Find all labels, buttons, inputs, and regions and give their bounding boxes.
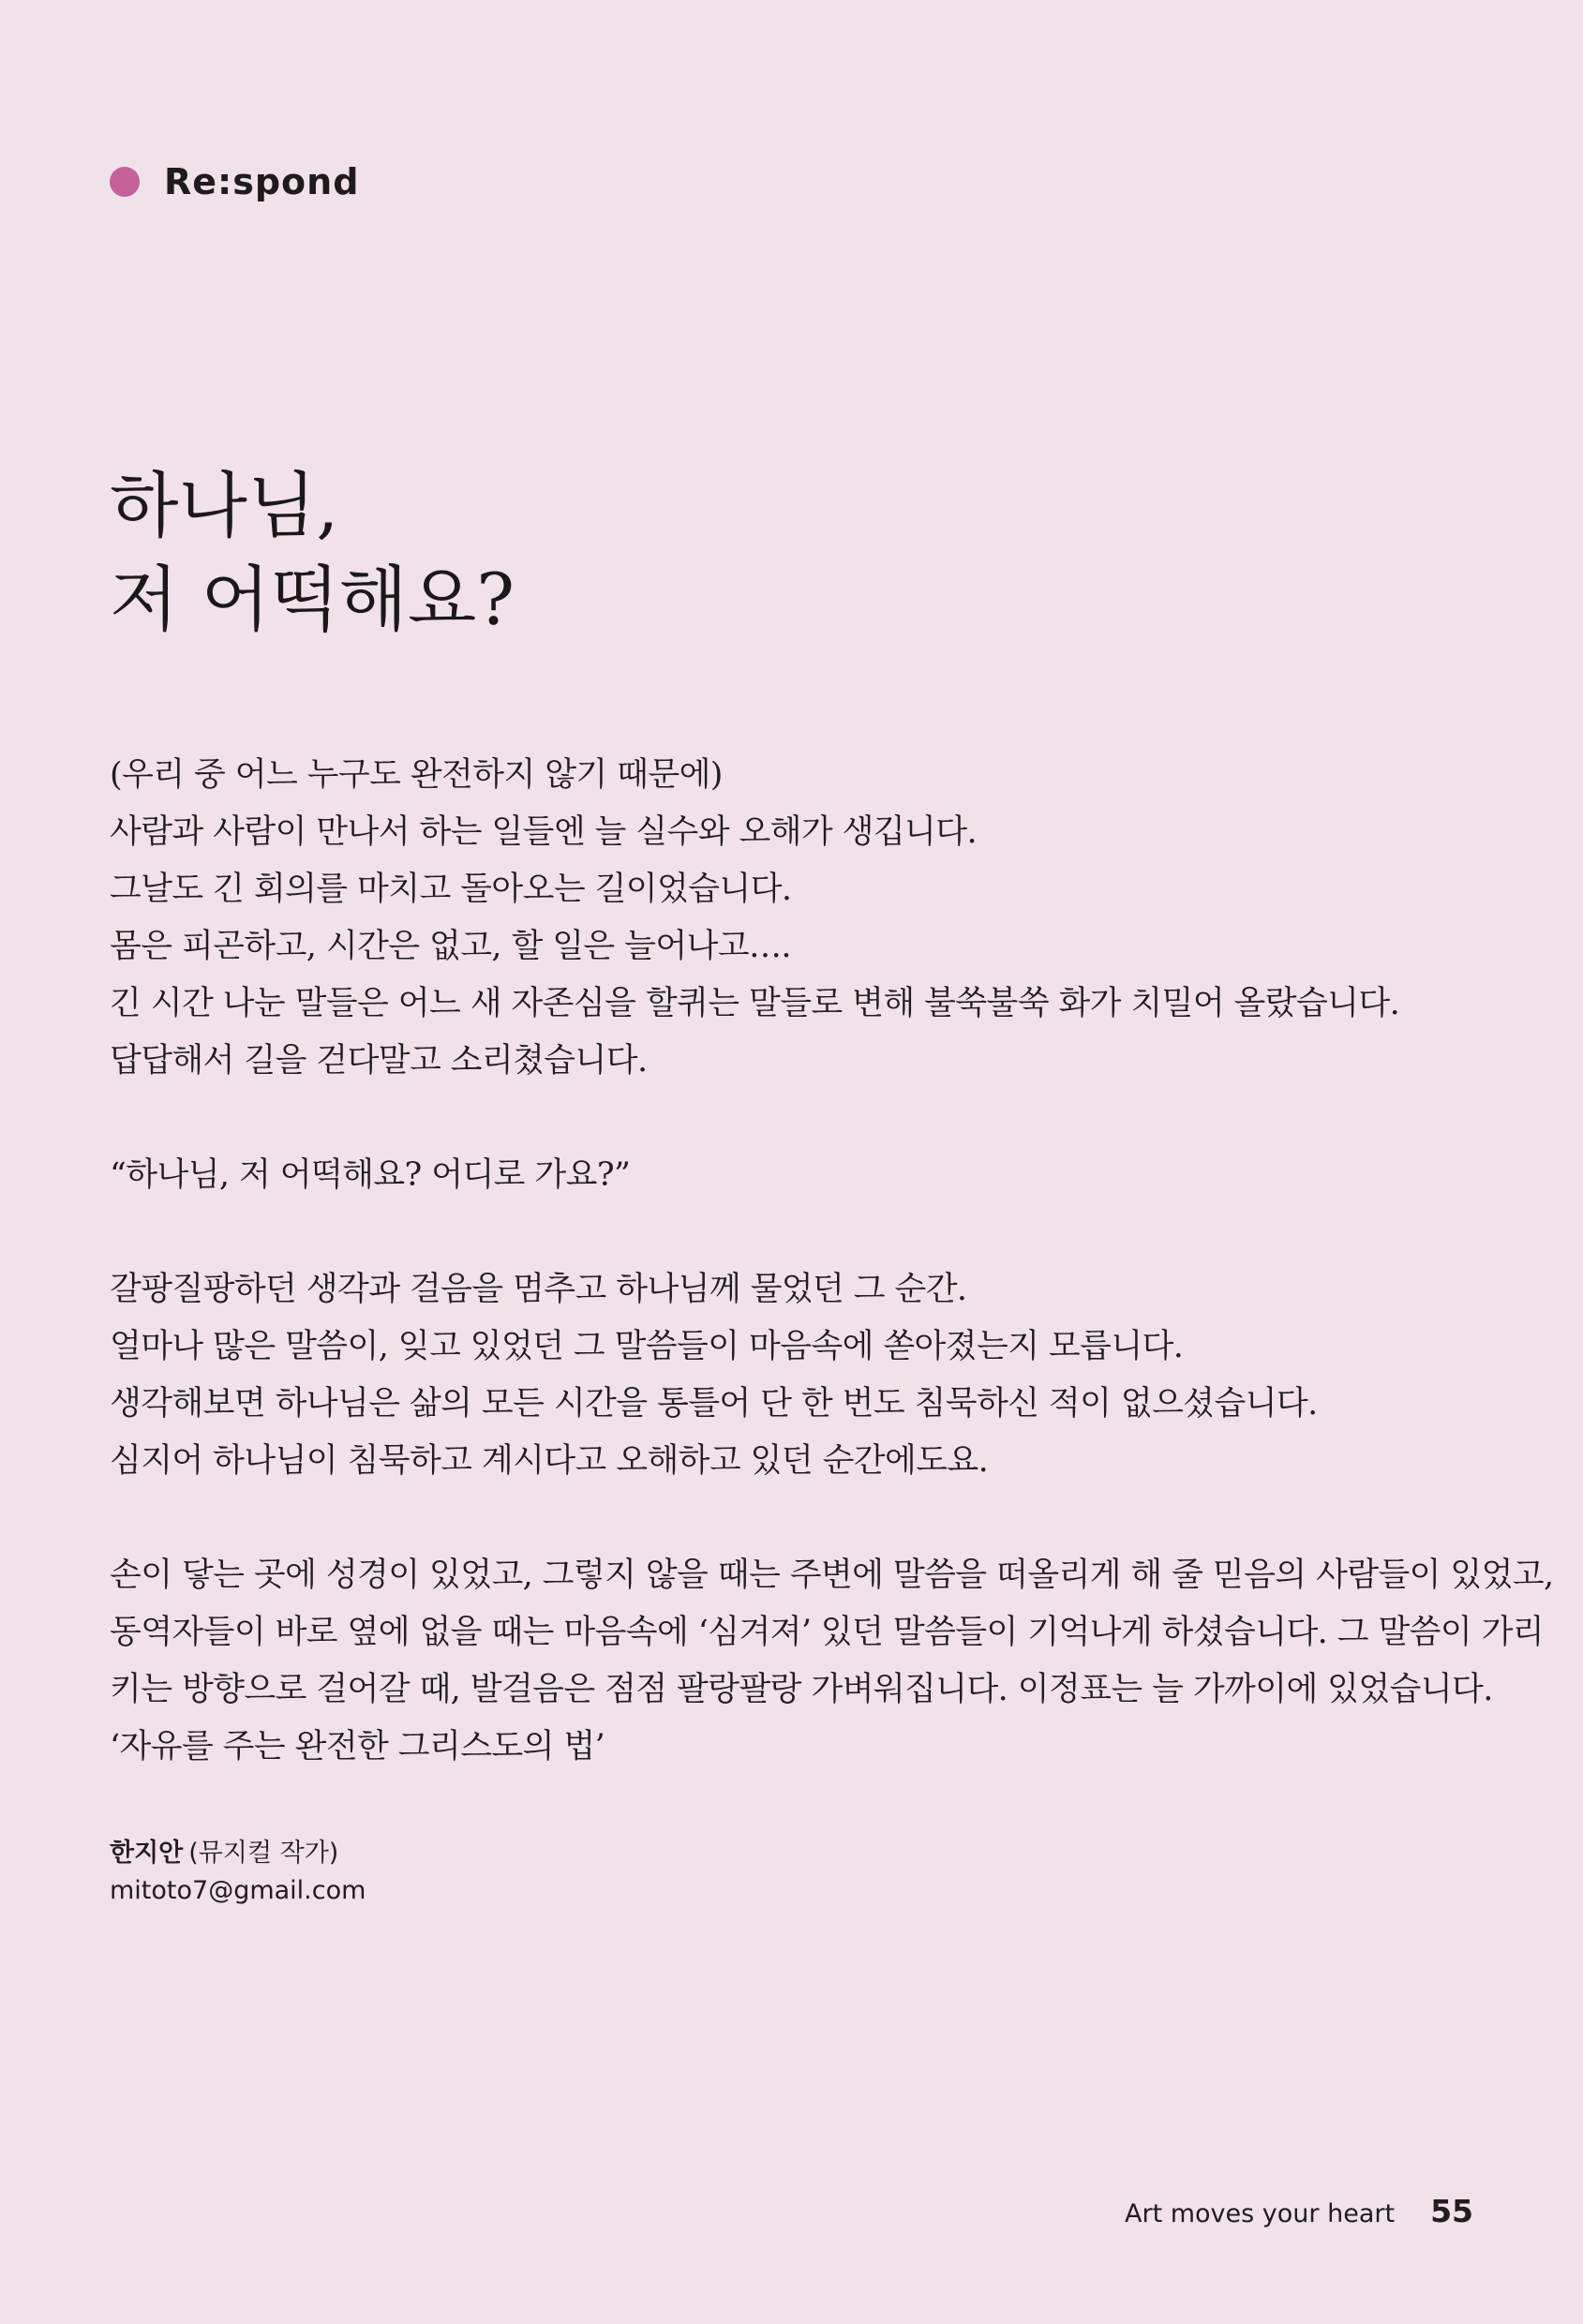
- article-title-line: 저 어떡해요?: [110, 558, 515, 641]
- body-line: 그날도 긴 회의를 마치고 돌아오는 길이었습니다.: [110, 871, 792, 908]
- body-line: 긴 시간 나눈 말들은 어느 새 자존심을 할퀴는 말들로 변해 불쑥불쑥 화가 치밀어 올랐습니다.: [110, 985, 1400, 1022]
- author-name: 한지안: [110, 1839, 184, 1868]
- footer-tagline: Art moves your heart: [1125, 2199, 1396, 2228]
- body-line: 사람과 사람이 만나서 하는 일들엔 늘 실수와 오해가 생깁니다.: [110, 813, 977, 851]
- body-paragraph: [110, 1147, 1478, 1204]
- body-line: “하나님, 저 어떡해요? 어디로 가요?”: [110, 1156, 631, 1194]
- article-body: [110, 747, 1554, 1833]
- page-number: 55: [1430, 2193, 1473, 2229]
- body-paragraph: [110, 1261, 1478, 1490]
- body-line: 키는 방향으로 걸어갈 때, 발걸음은 점점 팔랑팔랑 가벼워집니다. 이정표는 늘 가까이에 있었습니다.: [110, 1671, 1493, 1708]
- article-title: [110, 459, 515, 647]
- body-paragraph: [110, 747, 1478, 1090]
- body-line: 갈팡질팡하던 생각과 걸음을 멈추고 하나님께 물었던 그 순간.: [110, 1271, 967, 1308]
- body-line: 답답해서 길을 걷다말고 소리쳤습니다.: [110, 1042, 648, 1080]
- body-line: ‘자유를 주는 완전한 그리스도의 법’: [110, 1728, 605, 1765]
- article-title-line: 하나님,: [110, 464, 339, 547]
- body-line: 얼마나 많은 말씀이, 잊고 있었던 그 말씀들이 마음속에 쏟아졌는지 모릅니다.: [110, 1328, 1184, 1365]
- page-footer: [1125, 2193, 1473, 2229]
- body-line: 심지어 하나님이 침묵하고 계시다고 오해하고 있던 순간에도요.: [110, 1442, 989, 1480]
- body-line: 몸은 피곤하고, 시간은 없고, 할 일은 늘어나고….: [110, 928, 791, 965]
- body-paragraph: [110, 1547, 1554, 1776]
- body-line: 생각해보면 하나님은 삶의 모든 시간을 통틀어 단 한 번도 침묵하신 적이 없으셨습니다.: [110, 1385, 1318, 1423]
- body-line: (우리 중 어느 누구도 완전하지 않기 때문에): [110, 756, 723, 794]
- author-email: mitoto7@gmail.com: [110, 1876, 366, 1905]
- body-line: 손이 닿는 곳에 성경이 있었고, 그렇지 않을 때는 주변에 말씀을 떠올리게 해 줄 믿음의 사람들이 있었고,: [110, 1557, 1554, 1594]
- author-info: [110, 1835, 366, 1910]
- section-label: Re:spond: [164, 161, 360, 202]
- author-role: (뮤지컬 작가): [188, 1839, 339, 1868]
- section-bullet-icon: [110, 167, 140, 197]
- body-line: 동역자들이 바로 옆에 없을 때는 마음속에 ‘심겨져’ 있던 말씀들이 기억나게 하셨습니다. 그 말씀이 가리: [110, 1614, 1545, 1651]
- section-header: [110, 161, 359, 202]
